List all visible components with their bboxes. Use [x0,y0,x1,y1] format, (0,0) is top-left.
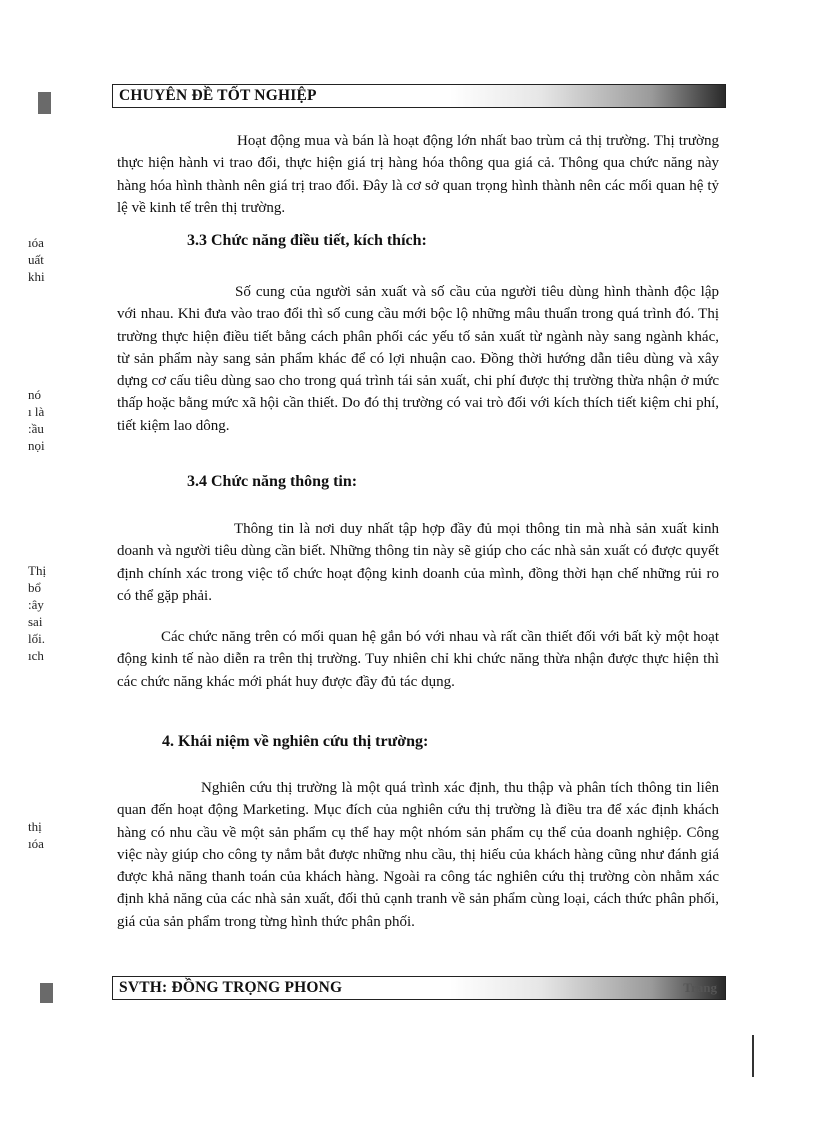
page-footer [112,976,726,1000]
heading-3-3: 3.3 Chức năng điều tiết, kích thích: [187,232,427,249]
margin-fragment: nó [28,387,41,402]
paragraph-information [117,518,719,607]
paragraph-text: Số cung của người sản xuất và số cầu của người tiêu dùng hình thành độc lập với nhau. Khi đưa vào trao đổi thì số cung cầu mới bộc lộ những mâu thuẩn trong quá trình đó. Thị trường thực hiện điều tiết bằng cách phân phối các yếu tố sản xuất từ ngành này sang ngành khác, từ sản phẩm này sang sản phẩm khác để có lợi nhuận cao. Đồng thời hướng dẫn tiêu dùng và xây dựng cơ cấu tiêu dùng sao cho trong quá trình tái sản xuất, chi phí được thị trường thừa nhận ở mức thấp hoặc bằng mức xã hội cần thiết. Do đó thị trường có vai trò đối với kích thích tiết kiệm chi phí, tiết kiệm lao dông. [117,284,719,434]
margin-fragments-mid [28,386,68,454]
paragraph-text: Các chức năng trên có mối quan hệ gắn bó với nhau và rất cần thiết đối với bất kỳ một hoạt động kinh tế nào diễn ra trên thị trường. Tuy nhiên chỉ khi chức năng thừa nhận được thực hiện thì các chức năng khác mới phát huy được đầy đủ tác dụng. [117,629,719,690]
margin-fragment: lối. [28,631,45,646]
margin-fragment: ıóa [28,235,44,250]
scan-mark-bottom [40,983,53,1003]
page-header [112,84,726,108]
paragraph-market-exchange [117,130,719,219]
margin-fragments-bottom [28,818,68,852]
margin-fragment: :ầu [28,421,44,436]
margin-fragment: uất [28,252,44,267]
paragraph-regulation [117,281,719,437]
margin-fragments-lower [28,562,68,664]
heading-3-4: 3.4 Chức năng thông tin: [187,473,358,490]
paragraph-text: Hoạt động mua và bán là hoạt động lớn nhất bao trùm cả thị trường. Thị trường thực hiện hành vi trao đổi, thực hiện giá trị hàng hóa thông qua giá cả. Thông qua chức năng này hàng hóa hình thành nên giá trị trao đổi. Đây là cơ sở quan trọng hình thành nên các mối quan hệ tỷ lệ về kinh tế trên thị trường. [117,133,719,216]
heading-4: 4. Khái niệm về nghiên cứu thị trường: [162,733,429,750]
paragraph-functions-relation [117,626,719,693]
margin-fragment: ıóa [28,836,44,851]
margin-fragments-top [28,234,68,285]
margin-fragment: ı là [28,404,45,419]
margin-fragment: thị [28,819,42,834]
margin-fragment: ıch [28,648,44,663]
margin-fragment: bổ [28,580,41,595]
paragraph-text: Nghiên cứu thị trường là một quá trình xác định, thu thập và phân tích thông tin liên quan đến hoạt động Marketing. Mục đích của nghiên cứu thị trường là điều tra để xác định khách hàng có nhu cầu về một sản phẩm cụ thể hay một nhóm sản phẩm cụ thể của doanh nghiệp. Công việc này giúp cho công ty nắm bắt được những nhu cầu, thị hiếu của khách hàng cũng như đánh giá được khả năng thanh toán của khách hàng. Ngoài ra công tác nghiên cứu thị trường còn nhằm xác định khả năng của các nhà sản xuất, đối thủ cạnh tranh về sản phẩm cùng loại, cách thức phân phối, giá của sản phẩm trong từng hình thức phân phối. [117,780,719,930]
margin-fragment: nọi [28,438,45,453]
footer-page-label: Trang [683,980,717,995]
paragraph-text: Thông tin là nơi duy nhất tập hợp đầy đủ mọi thông tin mà nhà sản xuất kinh doanh và người tiêu dùng cần biết. Những thông tin này sẽ giúp cho các nhà sản xuất có được quyết định chính xác trong việc tổ chức hoạt động kinh doanh của mình, đồng thời hạn chế những rủi ro có thể gặp phải. [117,521,719,604]
margin-fragment: Thị [28,563,47,578]
margin-fragment: sai [28,614,43,629]
margin-fragment: khi [28,269,45,284]
margin-fragment: :ây [28,597,44,612]
footer-author: SVTH: ĐỒNG TRỌNG PHONG [119,979,343,996]
header-title: CHUYÊN ĐỀ TỐT NGHIỆP [119,87,317,104]
scan-line-right [752,1035,754,1077]
paragraph-market-research [117,777,719,933]
scan-mark-top [38,92,51,114]
